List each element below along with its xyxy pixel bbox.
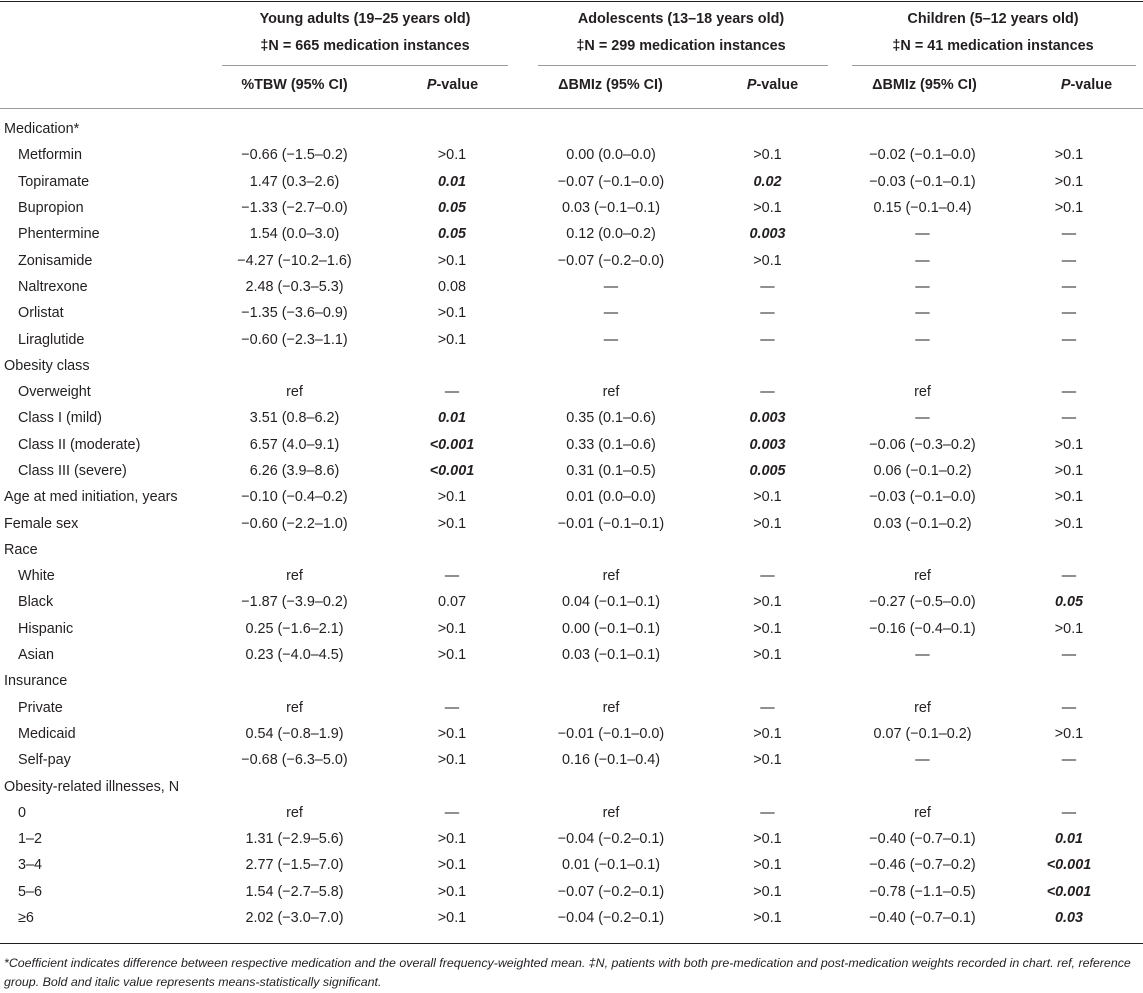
ch-pvalue-cell: >0.1 <box>1054 147 1084 164</box>
ad-pvalue-cell: >0.1 <box>753 857 782 874</box>
group-adolescents-title: Adolescents (13–18 years old) <box>577 11 785 27</box>
row-label: Age at med initiation, years <box>4 489 178 506</box>
ya-pvalue-cell: 0.01 <box>437 173 466 190</box>
ad-effect-cell <box>537 116 685 142</box>
ya-effect-cell: −4.27 (−10.2–1.6) <box>237 252 352 269</box>
ya-pvalue-cell: >0.1 <box>437 147 467 164</box>
ch-pvalue-cell: — <box>1061 568 1077 585</box>
ch-effect-cell: −0.46 (−0.7–0.2) <box>869 857 976 874</box>
ch-pvalue-cell: >0.1 <box>1054 489 1084 506</box>
ya-effect-cell <box>222 668 367 694</box>
ya-effect-cell: 1.47 (0.3–2.6) <box>249 173 340 190</box>
row-label: Self-pay <box>18 752 71 769</box>
section-label: Insurance <box>4 673 68 690</box>
ya-effect-cell: ref <box>286 568 303 585</box>
table-row <box>0 879 1143 905</box>
ad-effect-cell: 0.03 (−0.1–0.1) <box>561 200 660 217</box>
ch-effect-cell: −0.27 (−0.5–0.0) <box>869 594 976 611</box>
ya-pvalue-cell: 0.08 <box>437 278 466 295</box>
ad-pvalue-cell: >0.1 <box>753 147 782 164</box>
row-label: Zonisamide <box>18 252 93 269</box>
row-label: 5–6 <box>18 883 43 900</box>
ad-effect-cell <box>537 353 685 379</box>
ch-effect-cell: — <box>915 226 930 243</box>
ch-pvalue-cell: — <box>1061 647 1077 664</box>
ad-pvalue-cell: >0.1 <box>753 489 782 506</box>
ch-effect-cell <box>850 116 995 142</box>
table-row <box>0 616 1143 642</box>
ad-pvalue-cell <box>685 537 850 563</box>
ch-pvalue-cell: >0.1 <box>1054 515 1084 532</box>
table-row <box>0 905 1143 931</box>
row-label: Orlistat <box>18 305 64 322</box>
row-label: Private <box>18 699 63 716</box>
ya-effect-cell <box>222 116 367 142</box>
ya-effect-cell: −0.10 (−0.4–0.2) <box>241 489 348 506</box>
group-young-adults-title: Young adults (19–25 years old) <box>259 11 471 27</box>
ch-pvalue-cell <box>995 773 1143 799</box>
ad-effect-cell: −0.01 (−0.1–0.0) <box>557 725 665 742</box>
table-row <box>0 747 1143 773</box>
group-adolescents-rule <box>538 65 828 66</box>
ad-pvalue-cell: 0.003 <box>749 410 786 427</box>
ya-effect-cell: −0.66 (−1.5–0.2) <box>241 147 348 164</box>
section-row <box>0 668 1143 694</box>
col-header-tbw: %TBW (95% CI) <box>241 77 348 93</box>
ch-pvalue-cell: >0.1 <box>1054 620 1084 637</box>
group-young-adults-n: ‡N = 665 medication instances <box>260 38 470 54</box>
ya-pvalue-cell: >0.1 <box>437 515 467 532</box>
table-row <box>0 274 1143 300</box>
col-header-pvalue-children: P-value <box>1060 77 1113 93</box>
ch-pvalue-cell: — <box>1061 384 1077 401</box>
ya-pvalue-cell: — <box>444 384 460 401</box>
ch-effect-cell: — <box>915 331 930 348</box>
table-row <box>0 326 1143 352</box>
ad-pvalue-cell: >0.1 <box>753 252 782 269</box>
table-top-rule <box>0 1 1143 2</box>
row-label: Bupropion <box>18 200 84 217</box>
ya-pvalue-cell: — <box>444 699 460 716</box>
ch-pvalue-cell: >0.1 <box>1054 173 1084 190</box>
table-row <box>0 195 1143 221</box>
ad-pvalue-cell: >0.1 <box>753 831 782 848</box>
ch-pvalue-cell <box>995 353 1143 379</box>
data-table <box>0 116 1143 931</box>
row-label: Female sex <box>4 515 79 532</box>
ad-pvalue-cell: 0.02 <box>753 173 782 190</box>
ad-effect-cell: −0.07 (−0.2–0.1) <box>557 883 665 900</box>
ch-pvalue-cell: >0.1 <box>1054 725 1084 742</box>
ch-pvalue-cell <box>995 537 1143 563</box>
ad-pvalue-cell <box>685 773 850 799</box>
ya-effect-cell: 2.48 (−0.3–5.3) <box>245 278 344 295</box>
group-young-adults-rule <box>222 65 508 66</box>
ch-effect-cell: −0.40 (−0.7–0.1) <box>869 831 976 848</box>
ad-effect-cell: 0.04 (−0.1–0.1) <box>561 594 660 611</box>
ch-pvalue-cell: >0.1 <box>1054 463 1084 479</box>
table-row <box>0 826 1143 852</box>
ch-pvalue-cell: — <box>1061 252 1077 269</box>
ad-effect-cell: −0.04 (−0.2–0.1) <box>557 910 665 927</box>
ya-pvalue-cell: >0.1 <box>437 252 467 269</box>
ch-effect-cell: 0.15 (−0.1–0.4) <box>873 200 972 217</box>
ch-pvalue-cell: <0.001 <box>1046 857 1092 874</box>
ya-effect-cell <box>222 353 367 379</box>
table-row <box>0 563 1143 589</box>
ch-pvalue-cell: >0.1 <box>1054 436 1084 453</box>
table-footnote: *Coefficient indicates difference between respective medication and the overall frequency-weighted mean. ‡N, patients with both pre-medication and post-medication weights recorded in chart. ref, reference group. Bold and italic value represents means-statistically significant. <box>4 956 1131 989</box>
group-children-n: ‡N = 41 medication instances <box>892 38 1094 54</box>
ad-effect-cell: −0.01 (−0.1–0.1) <box>557 515 665 532</box>
ad-effect-cell <box>537 537 685 563</box>
ch-effect-cell <box>850 537 995 563</box>
ad-effect-cell <box>537 773 685 799</box>
ch-effect-cell: −0.16 (−0.4–0.1) <box>869 620 976 637</box>
ch-effect-cell: 0.06 (−0.1–0.2) <box>873 463 972 479</box>
ad-effect-cell: 0.01 (0.0–0.0) <box>566 489 656 506</box>
ad-pvalue-cell: >0.1 <box>753 883 782 900</box>
ch-pvalue-cell: — <box>1061 804 1077 821</box>
row-label: 3–4 <box>18 857 43 874</box>
ad-pvalue-cell: — <box>760 804 775 821</box>
ch-effect-cell: 0.07 (−0.1–0.2) <box>873 725 972 742</box>
ya-pvalue-cell <box>367 116 537 142</box>
ch-pvalue-cell: <0.001 <box>1046 883 1092 900</box>
group-children-rule <box>852 65 1136 66</box>
ad-pvalue-cell: >0.1 <box>753 725 782 742</box>
section-label: Medication* <box>4 121 80 138</box>
ad-effect-cell: 0.16 (−0.1–0.4) <box>561 752 660 769</box>
ya-effect-cell: −0.60 (−2.2–1.0) <box>241 515 348 532</box>
ya-pvalue-cell: >0.1 <box>437 489 467 506</box>
ch-effect-cell: −0.40 (−0.7–0.1) <box>869 910 976 927</box>
ya-pvalue-cell: 0.07 <box>437 594 466 611</box>
ch-effect-cell: −0.03 (−0.1–0.1) <box>869 173 976 190</box>
table-row <box>0 405 1143 431</box>
table-row <box>0 589 1143 615</box>
ya-effect-cell: ref <box>286 384 303 401</box>
section-row <box>0 773 1143 799</box>
table-row <box>0 642 1143 668</box>
ya-effect-cell: ref <box>286 699 303 716</box>
ad-pvalue-cell <box>685 116 850 142</box>
ch-effect-cell: 0.03 (−0.1–0.2) <box>873 515 972 532</box>
ad-effect-cell: 0.01 (−0.1–0.1) <box>561 857 660 874</box>
ch-effect-cell: — <box>915 305 930 322</box>
ya-effect-cell: −1.33 (−2.7–0.0) <box>241 200 348 217</box>
row-label: Class III (severe) <box>18 463 127 479</box>
ch-pvalue-cell: — <box>1061 278 1077 295</box>
table-row <box>0 458 1143 484</box>
ya-effect-cell: 3.51 (0.8–6.2) <box>249 410 340 427</box>
ya-effect-cell: −1.87 (−3.9–0.2) <box>241 594 348 611</box>
ch-effect-cell: — <box>915 647 930 664</box>
row-label: Black <box>18 594 54 611</box>
row-label: 1–2 <box>18 831 43 848</box>
row-label: Hispanic <box>18 620 74 637</box>
ad-effect-cell: −0.04 (−0.2–0.1) <box>557 831 665 848</box>
ch-effect-cell: — <box>915 410 930 427</box>
table-row <box>0 800 1143 826</box>
ch-effect-cell: −0.78 (−1.1–0.5) <box>869 883 976 900</box>
ya-pvalue-cell: >0.1 <box>437 305 467 322</box>
ya-effect-cell: 6.57 (4.0–9.1) <box>249 436 340 453</box>
row-label: Class I (mild) <box>18 410 102 427</box>
ya-effect-cell: −0.68 (−6.3–5.0) <box>241 752 348 769</box>
header-bottom-rule <box>0 108 1143 109</box>
ad-effect-cell: — <box>603 278 619 295</box>
ad-effect-cell: — <box>603 305 619 322</box>
ad-pvalue-cell: — <box>760 699 775 716</box>
col-header-pvalue-young-adults: P-value <box>426 77 479 93</box>
ya-effect-cell: −1.35 (−3.6–0.9) <box>241 305 348 322</box>
ad-effect-cell: 0.12 (0.0–0.2) <box>566 226 656 243</box>
row-label: Phentermine <box>18 226 100 243</box>
ad-effect-cell <box>537 668 685 694</box>
ya-pvalue-cell: >0.1 <box>437 620 467 637</box>
table-row <box>0 300 1143 326</box>
ya-pvalue-cell: 0.05 <box>437 200 466 217</box>
ch-pvalue-cell: 0.03 <box>1054 910 1083 927</box>
ya-pvalue-cell <box>367 353 537 379</box>
ad-effect-cell: ref <box>602 699 620 716</box>
ad-pvalue-cell: — <box>760 278 775 295</box>
ya-effect-cell <box>222 773 367 799</box>
ya-pvalue-cell: 0.05 <box>437 226 466 243</box>
ad-pvalue-cell: >0.1 <box>753 515 782 532</box>
ya-pvalue-cell <box>367 668 537 694</box>
ch-effect-cell: ref <box>914 699 931 716</box>
ad-pvalue-cell: 0.003 <box>749 436 786 453</box>
ch-effect-cell: — <box>915 752 930 769</box>
ad-effect-cell: 0.00 (−0.1–0.1) <box>561 620 660 637</box>
ya-pvalue-cell: >0.1 <box>437 647 467 664</box>
ya-effect-cell: −0.60 (−2.3–1.1) <box>241 331 348 348</box>
ya-pvalue-cell: >0.1 <box>437 752 467 769</box>
ad-effect-cell: ref <box>602 384 620 401</box>
ya-pvalue-cell <box>367 773 537 799</box>
ad-pvalue-cell <box>685 668 850 694</box>
ch-effect-cell: −0.03 (−0.1–0.0) <box>869 489 976 506</box>
ad-pvalue-cell: — <box>760 331 775 348</box>
ad-effect-cell: 0.35 (0.1–0.6) <box>566 410 656 427</box>
ch-pvalue-cell: — <box>1061 752 1077 769</box>
ya-pvalue-cell: >0.1 <box>437 331 467 348</box>
ya-pvalue-cell: >0.1 <box>437 883 467 900</box>
table-bottom-rule <box>0 943 1143 944</box>
row-label: White <box>18 568 55 585</box>
section-row <box>0 116 1143 142</box>
table-row <box>0 169 1143 195</box>
ya-pvalue-cell: >0.1 <box>437 831 467 848</box>
ya-pvalue-cell: >0.1 <box>437 910 467 927</box>
ch-pvalue-cell: — <box>1061 410 1077 427</box>
ad-pvalue-cell: >0.1 <box>753 620 782 637</box>
section-label: Obesity class <box>4 357 90 374</box>
table-row <box>0 484 1143 510</box>
ad-effect-cell: −0.07 (−0.1–0.0) <box>557 173 665 190</box>
col-header-bmiz-adolescents: ΔBMIz (95% CI) <box>558 77 663 93</box>
ad-effect-cell: 0.31 (0.1–0.5) <box>566 463 656 479</box>
table-row <box>0 852 1143 878</box>
ya-pvalue-cell <box>367 537 537 563</box>
ya-pvalue-cell: >0.1 <box>437 725 467 742</box>
ch-pvalue-cell: 0.01 <box>1054 831 1083 848</box>
ad-effect-cell: −0.07 (−0.2–0.0) <box>557 252 665 269</box>
ch-pvalue-cell: 0.05 <box>1054 594 1083 611</box>
ad-pvalue-cell: >0.1 <box>753 752 782 769</box>
table-row <box>0 379 1143 405</box>
ad-effect-cell: ref <box>602 568 620 585</box>
ch-pvalue-cell: — <box>1061 226 1077 243</box>
ad-pvalue-cell: — <box>760 384 775 401</box>
ad-pvalue-cell: 0.005 <box>749 463 786 479</box>
group-young-adults-header <box>222 6 508 60</box>
group-children-header <box>850 6 1136 60</box>
ya-effect-cell: 1.31 (−2.9–5.6) <box>245 831 344 848</box>
ya-effect-cell: 1.54 (0.0–3.0) <box>249 226 340 243</box>
ya-effect-cell: 0.54 (−0.8–1.9) <box>245 725 344 742</box>
ch-effect-cell: — <box>915 278 930 295</box>
ya-effect-cell <box>222 537 367 563</box>
ya-effect-cell: ref <box>286 804 303 821</box>
ya-pvalue-cell: 0.01 <box>437 410 466 427</box>
table-row <box>0 221 1143 247</box>
row-label: Liraglutide <box>18 331 85 348</box>
row-label: Class II (moderate) <box>18 436 141 453</box>
ch-effect-cell <box>850 773 995 799</box>
ch-effect-cell: ref <box>914 568 931 585</box>
row-label: Naltrexone <box>18 278 88 295</box>
ad-pvalue-cell <box>685 353 850 379</box>
ya-pvalue-cell: <0.001 <box>429 436 475 453</box>
ad-effect-cell: ref <box>602 804 620 821</box>
ad-pvalue-cell: — <box>760 305 775 322</box>
table-row <box>0 510 1143 536</box>
section-row <box>0 353 1143 379</box>
group-adolescents-header <box>538 6 824 60</box>
ad-effect-cell: 0.33 (0.1–0.6) <box>566 436 656 453</box>
ch-pvalue-cell: — <box>1061 699 1077 716</box>
row-label: Medicaid <box>18 725 76 742</box>
ad-effect-cell: — <box>603 331 619 348</box>
row-label: Asian <box>18 647 54 664</box>
ch-pvalue-cell: — <box>1061 331 1077 348</box>
ch-pvalue-cell <box>995 116 1143 142</box>
ch-pvalue-cell <box>995 668 1143 694</box>
col-header-pvalue-adolescents: P-value <box>746 77 799 93</box>
table-body <box>0 116 1143 931</box>
ya-effect-cell: 0.25 (−1.6–2.1) <box>245 620 344 637</box>
row-label: 0 <box>18 804 27 821</box>
ch-effect-cell <box>850 353 995 379</box>
ad-pvalue-cell: 0.003 <box>749 226 786 243</box>
table-row <box>0 432 1143 458</box>
ad-pvalue-cell: >0.1 <box>753 910 782 927</box>
ya-pvalue-cell: <0.001 <box>429 463 475 479</box>
ya-effect-cell: 6.26 (3.9–8.6) <box>249 463 340 479</box>
row-label: Overweight <box>18 384 91 401</box>
ch-effect-cell <box>850 668 995 694</box>
table-row <box>0 695 1143 721</box>
ch-effect-cell: −0.02 (−0.1–0.0) <box>869 147 976 164</box>
ch-effect-cell: −0.06 (−0.3–0.2) <box>869 436 976 453</box>
ya-effect-cell: 0.23 (−4.0–4.5) <box>245 647 344 664</box>
ad-pvalue-cell: >0.1 <box>753 647 782 664</box>
group-adolescents-n: ‡N = 299 medication instances <box>576 38 786 54</box>
ya-effect-cell: 2.02 (−3.0–7.0) <box>245 910 344 927</box>
ad-pvalue-cell: — <box>760 568 775 585</box>
ch-effect-cell: ref <box>914 804 931 821</box>
group-children-title: Children (5–12 years old) <box>907 11 1079 27</box>
ch-effect-cell: — <box>915 252 930 269</box>
row-label: Metformin <box>18 147 82 164</box>
ya-pvalue-cell: — <box>444 568 460 585</box>
ad-pvalue-cell: >0.1 <box>753 594 782 611</box>
ya-pvalue-cell: >0.1 <box>437 857 467 874</box>
table-row <box>0 247 1143 273</box>
ya-effect-cell: 2.77 (−1.5–7.0) <box>245 857 344 874</box>
table-row <box>0 721 1143 747</box>
row-label: ≥6 <box>18 910 34 927</box>
row-label: Topiramate <box>18 173 90 190</box>
section-label: Obesity-related illnesses, N <box>4 778 180 795</box>
section-row <box>0 537 1143 563</box>
ch-effect-cell: ref <box>914 384 931 401</box>
table-row <box>0 142 1143 168</box>
ad-effect-cell: 0.00 (0.0–0.0) <box>566 147 656 164</box>
ad-effect-cell: 0.03 (−0.1–0.1) <box>561 647 660 664</box>
ya-pvalue-cell: — <box>444 804 460 821</box>
ch-pvalue-cell: — <box>1061 305 1077 322</box>
ya-effect-cell: 1.54 (−2.7–5.8) <box>245 883 344 900</box>
ad-pvalue-cell: >0.1 <box>753 200 782 217</box>
ch-pvalue-cell: >0.1 <box>1054 200 1084 217</box>
col-header-bmiz-children: ΔBMIz (95% CI) <box>872 77 977 93</box>
section-label: Race <box>4 541 38 558</box>
